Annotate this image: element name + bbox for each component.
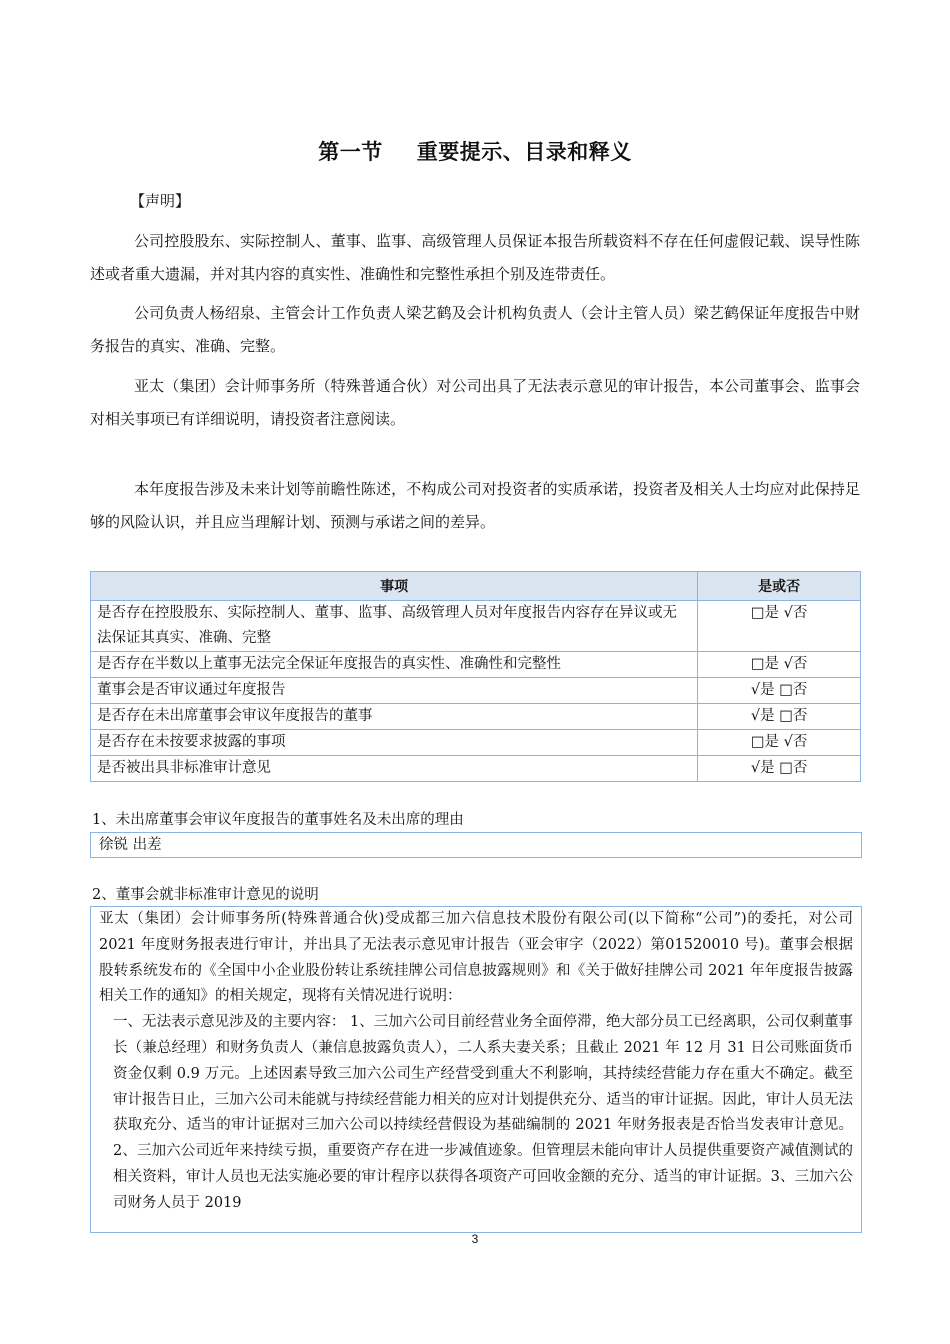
row-item: 是否存在未出席董事会审议年度报告的董事 (91, 704, 698, 730)
notice-paragraph-1: 公司控股股东、实际控制人、董事、监事、高级管理人员保证本报告所载资料不存在任何虚假记载、误导性陈述或者重大遗漏，并对其内容的真实性、准确性和完整性承担个别及连带责任。 (90, 232, 860, 283)
table-row (91, 704, 861, 730)
notice-paragraph-2: 公司负责人杨绍泉、主管会计工作负责人梁艺鹤及会计机构负责人（会计主管人员）梁艺鹤保证年度报告中财务报告的真实、准确、完整。 (90, 304, 860, 355)
header-yes-no: 是或否 (698, 572, 861, 601)
row-answer: □是 √否 (698, 601, 861, 652)
table-row (91, 730, 861, 756)
audit-opinion-paragraph-1: 亚太（集团）会计师事务所(特殊普通合伙)受成都三加六信息技术股份有限公司(以下简称“公司”)的委托，对公司 2021 年度财务报表进行审计，并出具了无法表示意见审计报告（亚会审字（2022）第01520010 号)。董事会根据股转系统发布的《全国中小企业股份转让系统挂牌公司信息披露规则》和《关于做好挂牌公司 2021 年年度报告披露相关工作的通知》的相关规定，现将有关情况进行说明： (99, 911, 853, 1005)
row-item: 是否被出具非标准审计意见 (91, 756, 698, 782)
row-answer: √是 □否 (698, 704, 861, 730)
table-row (91, 601, 861, 652)
section-title: 重要提示、目录和释义 (416, 140, 632, 164)
page-number: 3 (471, 1232, 479, 1246)
row-answer: √是 □否 (698, 678, 861, 704)
audit-opinion-label: 2、董事会就非标准审计意见的说明 (92, 887, 319, 903)
row-item: 是否存在半数以上董事无法完全保证年度报告的真实性、准确性和完整性 (91, 652, 698, 678)
table-header-row (91, 572, 861, 601)
notice-paragraph-4: 本年度报告涉及未来计划等前瞻性陈述，不构成公司对投资者的实质承诺，投资者及相关人士均应对此保持足够的风险认识，并且应当理解计划、预测与承诺之间的差异。 (90, 480, 860, 531)
row-answer: □是 √否 (698, 730, 861, 756)
header-item: 事项 (91, 572, 698, 601)
row-answer: √是 □否 (698, 756, 861, 782)
section-heading (0, 136, 950, 166)
audit-opinion-paragraph-2: 一、无法表示意见涉及的主要内容： 1、三加六公司目前经营业务全面停滞，绝大部分员工已经离职，公司仅剩董事长（兼总经理）和财务负责人（兼信息披露负责人），二人系夫妻关系；且截止 2021 年 12 月 31 日公司账面货币资金仅剩 0.9 万元。上述因素导致三加六公司生产经营受到重大不利影响，其持续经营能力存在重大不确定。截至审计报告日止，三加六公司未能就与持续经营能力相关的应对计划提供充分、适当的审计证据。因此，审计人员无法获取充分、适当的审计证据对三加六公司以持续经营假设为基础编制的 2021 年财务报表是否恰当发表审计意见。2、三加六公司近年来持续亏损，重要资产存在进一步减值迹象。但管理层未能向审计人员提供重要资产减值测试的相关资料，审计人员也无法实施必要的审计程序以获得各项资产可回收金额的充分、适当的审计证据。3、三加六公司财务人员于 2019 (113, 1014, 853, 1211)
absent-director-label: 1、未出席董事会审议年度报告的董事姓名及未出席的理由 (92, 812, 464, 828)
row-item: 董事会是否审议通过年度报告 (91, 678, 698, 704)
notice-label: 【声明】 (130, 192, 191, 210)
table-row (91, 678, 861, 704)
table-row (91, 756, 861, 782)
section-number: 第一节 (318, 140, 383, 164)
row-item: 是否存在控股股东、实际控制人、董事、监事、高级管理人员对年度报告内容存在异议或无法保证其真实、准确、完整 (91, 601, 698, 652)
notice-paragraph-3: 亚太（集团）会计师事务所（特殊普通合伙）对公司出具了无法表示意见的审计报告，本公司董事会、监事会对相关事项已有详细说明，请投资者注意阅读。 (90, 377, 860, 428)
table-row (91, 652, 861, 678)
absent-director-content: 徐锐 出差 (99, 837, 162, 853)
confirmation-table (90, 571, 861, 782)
audit-opinion-box (90, 906, 862, 1233)
row-answer: □是 √否 (698, 652, 861, 678)
row-item: 是否存在未按要求披露的事项 (91, 730, 698, 756)
absent-director-box (90, 832, 862, 858)
